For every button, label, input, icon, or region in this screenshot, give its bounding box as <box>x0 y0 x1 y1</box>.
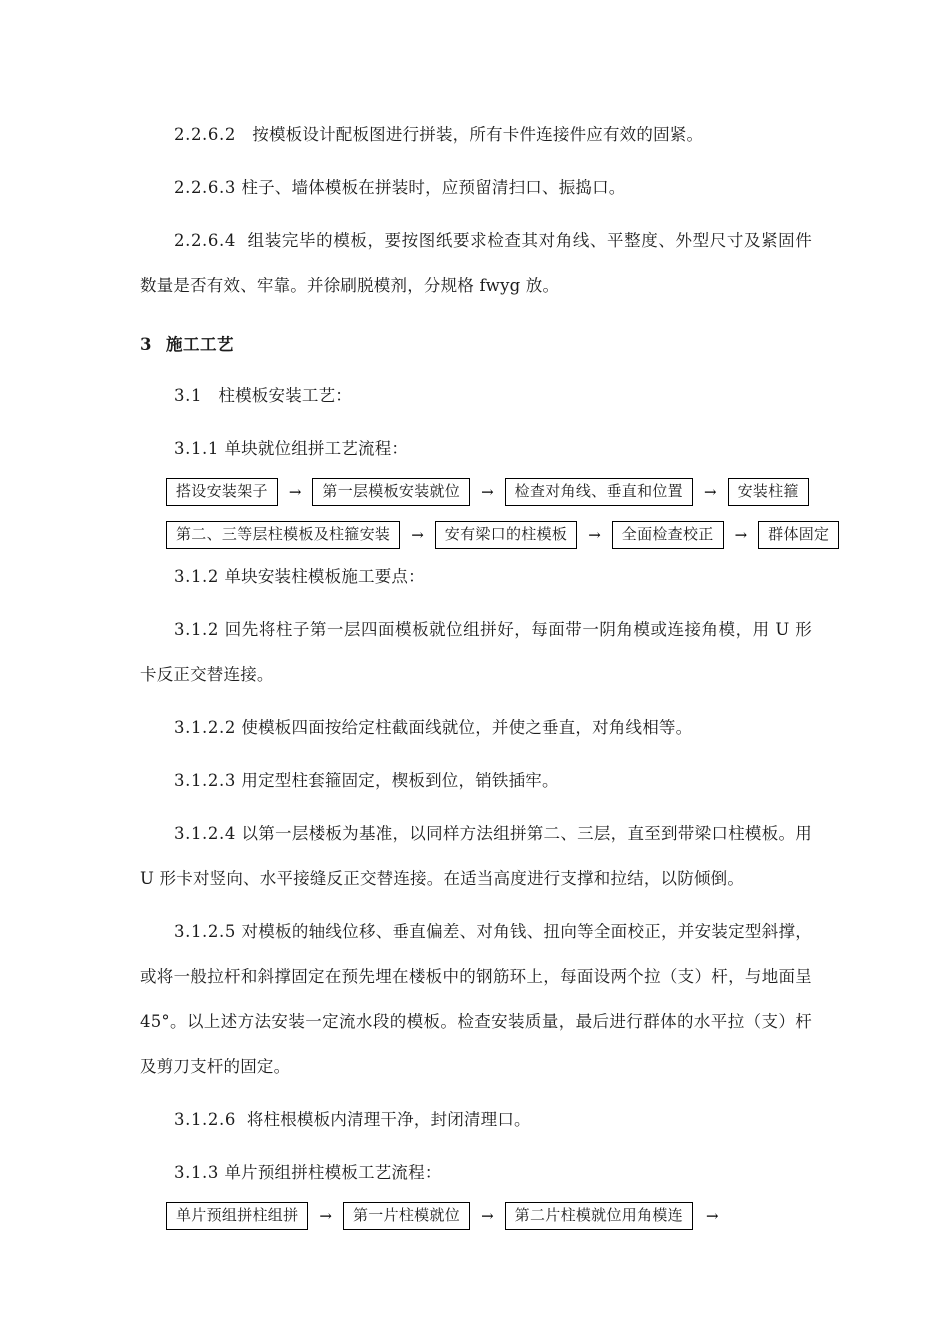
flowchart-1-row-2 <box>140 516 830 554</box>
paragraph-2-2-6-3 <box>140 165 812 210</box>
flow-box[interactable]: 全面检查校正 <box>612 521 724 549</box>
arrow-right-icon: → <box>588 525 601 544</box>
paragraph-3-1-2-3 <box>140 758 812 803</box>
section-text-point-4: 对模板的轴线位移、垂直偏差、对角钱、扭向等全面校正，并安装定型斜撑，或将一般拉杆和斜撑固定在预先埋在楼板中的钢筋环上，每面设两个拉（支）杆，与地面呈 45°。以上述方法安装一定流水段的模板。检查安装质量，最后进行群体的水平拉（支）杆及剪刀支杆的固定。 <box>140 922 812 1076</box>
paragraph-3-1-2 <box>140 607 812 697</box>
arrow-right-icon: → <box>481 482 494 501</box>
flow-box[interactable]: 第一层模板安装就位 <box>312 478 470 506</box>
flow-box[interactable]: 单片预组拼柱组拼 <box>166 1202 308 1230</box>
section-text-3-1-2: 单块安装柱模板施工要点： <box>224 567 425 586</box>
flowchart-1-row-1 <box>140 473 812 511</box>
paragraph-2-2-6-2 <box>140 112 812 157</box>
heading-number: 3 <box>140 335 152 354</box>
flow-box[interactable]: 第二片柱模就位用角模连 <box>505 1202 693 1230</box>
paragraph-3-1-3 <box>140 1150 812 1195</box>
section-text-point-5: 将柱根模板内清理干净，封闭清理口。 <box>246 1110 531 1129</box>
section-number-3-1-3: 3.1.3 <box>174 1163 219 1182</box>
section-number-point-2: 3.1.2.3 <box>174 771 236 790</box>
paragraph-3-1-2-6 <box>140 1097 812 1142</box>
section-number-3-1-1: 3.1.1 <box>174 439 219 458</box>
paragraph-3-1-2-5 <box>140 909 812 1089</box>
page-content <box>140 112 830 1235</box>
section-number-point-5: 3.1.2.6 <box>174 1110 236 1129</box>
arrow-right-icon: → <box>319 1206 332 1225</box>
flow-box[interactable]: 第一片柱模就位 <box>343 1202 470 1230</box>
section-number-2-2-6-3: 2.2.6.3 <box>174 178 236 197</box>
section-text-3-1-1: 单块就位组拼工艺流程： <box>224 439 409 458</box>
flow-box[interactable]: 安有梁口的柱模板 <box>435 521 577 549</box>
section-number-2-2-6-2: 2.2.6.2 <box>174 125 236 144</box>
flow-box[interactable]: 安装柱箍 <box>728 478 809 506</box>
section-number-point-0: 3.1.2 <box>174 620 219 639</box>
section-text-3-1-3: 单片预组拼柱模板工艺流程： <box>224 1163 442 1182</box>
flow-box[interactable]: 第二、三等层柱模板及柱箍安装 <box>166 521 400 549</box>
paragraph-3-1-2-title <box>140 554 812 599</box>
section-number-point-3: 3.1.2.4 <box>174 824 236 843</box>
section-number-2-2-6-4: 2.2.6.4 <box>174 231 236 250</box>
flow-box[interactable]: 搭设安装架子 <box>166 478 278 506</box>
paragraph-3-1-2-2 <box>140 705 812 750</box>
section-text-2-2-6-2: 按模板设计配板图进行拼装，所有卡件连接件应有效的固紧。 <box>252 125 704 144</box>
paragraph-2-2-6-4 <box>140 218 812 308</box>
arrow-right-icon-continuation: → <box>705 1206 719 1225</box>
flow-box[interactable]: 检查对角线、垂直和位置 <box>505 478 693 506</box>
section-text-point-1: 使模板四面按给定柱截面线就位，并使之垂直，对角线相等。 <box>241 718 693 737</box>
heading-title: 施工工艺 <box>165 335 234 354</box>
paragraph-3-1 <box>140 373 812 418</box>
section-text-point-2: 用定型柱套箍固定，楔板到位，销铁插牢。 <box>241 771 559 790</box>
arrow-right-icon: → <box>288 482 302 501</box>
section-number-point-1: 3.1.2.2 <box>174 718 236 737</box>
paragraph-3-1-2-4 <box>140 811 812 901</box>
arrow-right-icon: → <box>481 1206 494 1225</box>
spacer <box>140 310 812 322</box>
flow-box[interactable]: 群体固定 <box>758 521 839 549</box>
section-number-3-1: 3.1 <box>174 386 203 405</box>
arrow-right-icon: → <box>703 482 717 501</box>
arrow-right-icon: → <box>734 525 748 544</box>
section-text-2-2-6-4: 组装完毕的模板，要按图纸要求检查其对角线、平整度、外型尺寸及紧固件数量是否有效、牢靠。并徐刷脱模剂，分规格 fwyg 放。 <box>140 231 812 295</box>
section-text-3-1: 柱模板安装工艺： <box>218 386 352 405</box>
section-number-point-4: 3.1.2.5 <box>174 922 236 941</box>
section-number-3-1-2: 3.1.2 <box>174 567 219 586</box>
flowchart-2-row-1 <box>140 1197 812 1235</box>
section-text-2-2-6-3: 柱子、墙体模板在拼装时，应预留清扫口、振捣口。 <box>241 178 626 197</box>
section-text-point-3: 以第一层楼板为基准，以同样方法组拼第二、三层，直至到带梁口柱模板。用 U 形卡对竖向、水平接缝反正交替连接。在适当高度进行支撑和拉结，以防倾倒。 <box>140 824 812 888</box>
section-text-point-0: 回先将柱子第一层四面模板就位组拼好，每面带一阴角模或连接角模，用 U 形卡反正交替连接。 <box>140 620 812 684</box>
arrow-right-icon: → <box>411 525 424 544</box>
paragraph-3-1-1 <box>140 426 812 471</box>
heading-3 <box>140 322 812 367</box>
